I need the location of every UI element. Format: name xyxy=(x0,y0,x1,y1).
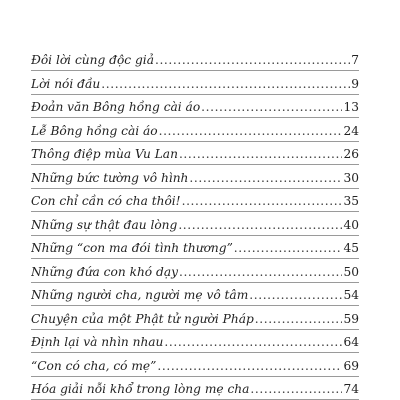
toc-entry-page: 40 xyxy=(343,217,359,232)
toc-leader-dots xyxy=(178,218,342,232)
toc-entry-page: 24 xyxy=(343,123,359,138)
toc-entry-page: 50 xyxy=(343,264,359,279)
toc-entry xyxy=(31,353,359,377)
toc-entry-title: Những “con ma đói tình thương” xyxy=(31,241,233,255)
toc-leader-dots xyxy=(255,312,343,326)
toc-entry-title: Đoản văn Bông hồng cài áo xyxy=(31,100,201,114)
toc-leader-dots xyxy=(164,335,342,349)
toc-entry-title: Những người cha, người mẹ vô tâm xyxy=(31,288,249,302)
toc-entry-title: Những bức tường vô hình xyxy=(31,170,189,185)
toc-entry xyxy=(31,95,359,119)
toc-entry-title: Lời nói đầu xyxy=(31,76,101,91)
toc-leader-dots xyxy=(155,53,350,67)
toc-entry-page: 45 xyxy=(343,241,359,255)
toc-entry-title: Những đứa con khó dạy xyxy=(31,264,178,279)
toc-entry-page: 69 xyxy=(343,358,359,373)
toc-entry xyxy=(31,165,359,189)
toc-leader-dots xyxy=(182,194,343,208)
toc-leader-dots xyxy=(201,100,342,114)
toc-leader-dots xyxy=(250,382,342,396)
toc-entry-page: 54 xyxy=(343,288,359,302)
toc-entry-title: Định lại và nhìn nhau xyxy=(31,335,164,349)
toc-leader-dots xyxy=(179,265,343,279)
toc-entry xyxy=(31,259,359,283)
toc-entry-page: 9 xyxy=(351,76,359,91)
toc-entry-title: Đôi lời cùng độc giả xyxy=(31,53,154,67)
toc-entry-title: Hóa giải nỗi khổ trong lòng mẹ cha xyxy=(31,382,250,396)
toc-entry xyxy=(31,330,359,354)
toc-entry-page: 7 xyxy=(351,53,359,67)
toc-entry xyxy=(31,212,359,236)
toc-entry-page: 64 xyxy=(343,335,359,349)
toc-leader-dots xyxy=(249,288,342,302)
toc-entry-title: Lễ Bông hồng cài áo xyxy=(31,123,158,138)
toc-entry xyxy=(31,71,359,95)
toc-leader-dots xyxy=(159,124,343,138)
toc-leader-dots xyxy=(157,359,342,373)
toc-entry-title: Con chỉ cần có cha thôi! xyxy=(31,194,181,208)
toc-leader-dots xyxy=(179,147,343,161)
toc-entry xyxy=(31,118,359,142)
toc-entry-title: Những sự thật đau lòng xyxy=(31,217,178,232)
toc-entry-page: 35 xyxy=(343,194,359,208)
toc-entry-page: 13 xyxy=(343,100,359,114)
toc-entry-page: 26 xyxy=(343,147,359,161)
toc-entry xyxy=(31,377,359,400)
toc-entry-title: Chuyện của một Phật tử người Pháp xyxy=(31,311,254,326)
toc-entry-title: “Con có cha, có mẹ” xyxy=(31,358,157,373)
toc-entry-page: 74 xyxy=(343,382,359,396)
toc-entry xyxy=(31,142,359,166)
toc-entry xyxy=(31,50,359,71)
toc-entry xyxy=(31,306,359,330)
table-of-contents xyxy=(31,50,359,400)
toc-entry-page: 59 xyxy=(343,311,359,326)
toc-entry xyxy=(31,236,359,260)
toc-leader-dots xyxy=(234,241,343,255)
toc-entry-page: 30 xyxy=(343,170,359,185)
toc-leader-dots xyxy=(101,77,350,91)
toc-entry xyxy=(31,283,359,307)
toc-entry-title: Thông điệp mùa Vu Lan xyxy=(31,147,178,161)
toc-leader-dots xyxy=(189,171,342,185)
toc-entry xyxy=(31,189,359,213)
